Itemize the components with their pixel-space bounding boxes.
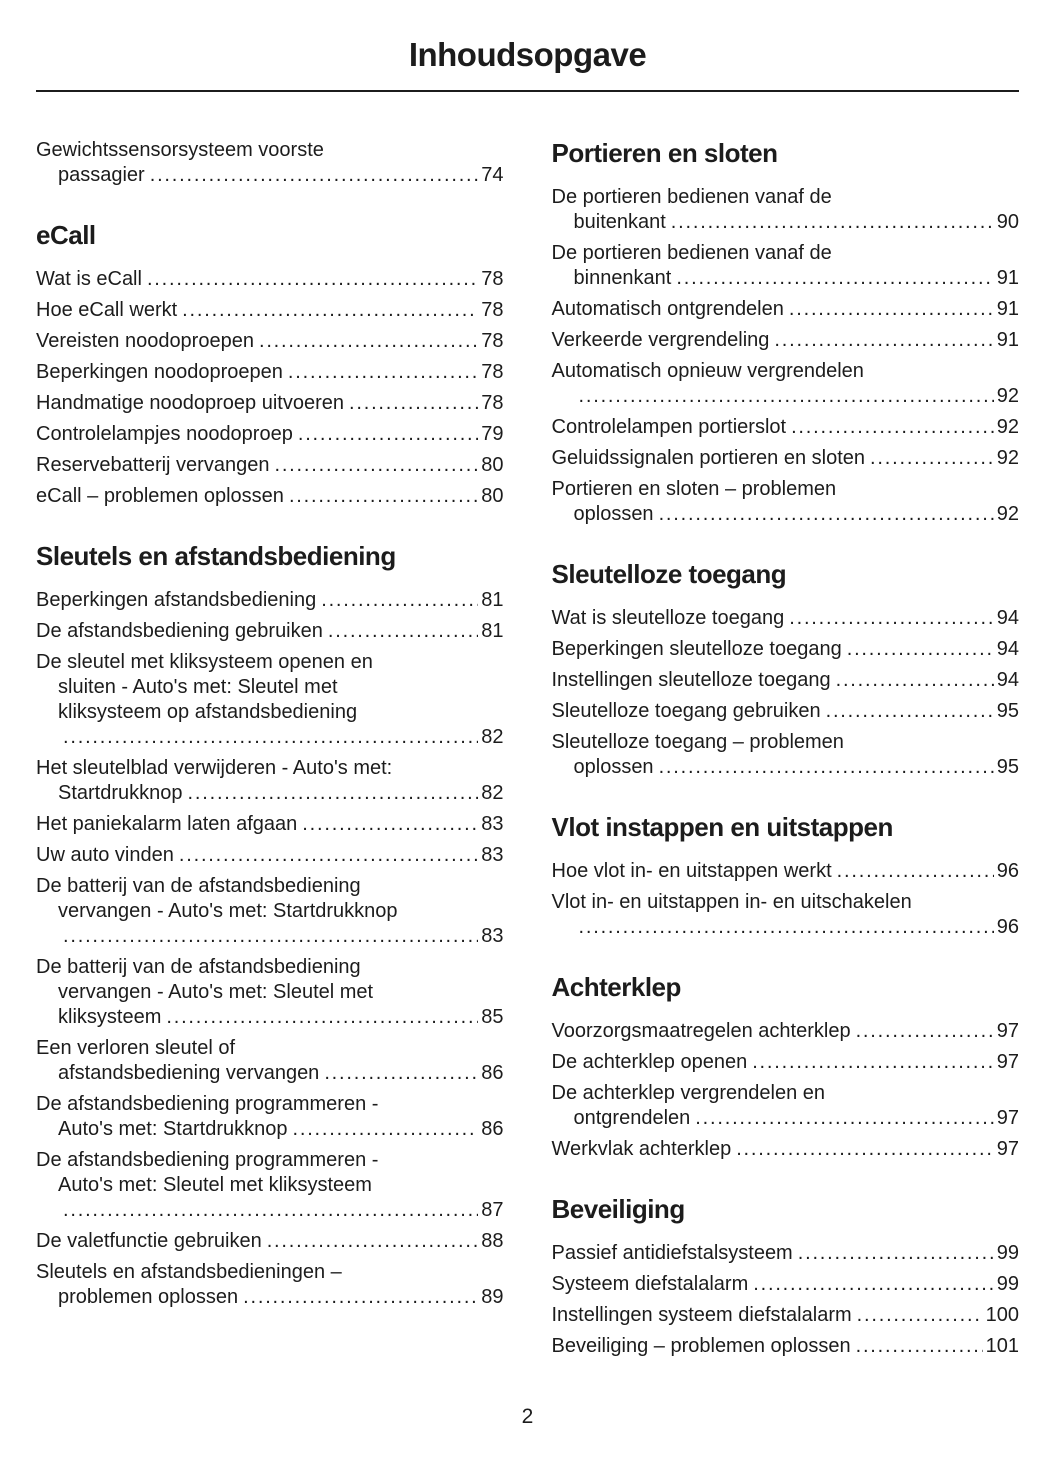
toc-entry — [552, 859, 1020, 884]
dot-leader — [328, 619, 478, 644]
entry-page-number: 91 — [996, 267, 1019, 289]
toc-entry — [36, 391, 504, 416]
dot-leader — [292, 1117, 478, 1142]
entry-last-line — [552, 297, 1020, 322]
dot-leader — [324, 1061, 478, 1086]
entry-label: Automatisch ontgrendelen — [551, 298, 784, 320]
entry-last-line — [36, 484, 504, 509]
entry-label: kliksysteem — [58, 1006, 162, 1028]
entry-last-line — [552, 1106, 1020, 1131]
dot-leader — [166, 1005, 478, 1030]
entry-last-line — [36, 812, 504, 837]
toc-columns — [36, 138, 1019, 1365]
entry-last-line — [36, 1285, 504, 1310]
dot-leader — [676, 266, 993, 291]
entry-line: Vlot in- en uitstappen in- en uitschakelen — [551, 891, 912, 913]
entry-page-number: 83 — [481, 813, 504, 835]
page-title: Inhoudsopgave — [408, 36, 647, 73]
toc-entry — [36, 298, 504, 323]
entry-line: Gewichtssensorsysteem voorste — [36, 139, 324, 161]
entry-last-line — [36, 391, 504, 416]
toc-section — [552, 1194, 1020, 1359]
dot-leader — [267, 1229, 479, 1254]
entry-last-line — [36, 1117, 504, 1142]
toc-entry — [552, 359, 1020, 409]
entry-label: problemen oplossen — [58, 1286, 239, 1308]
dot-leader — [659, 502, 994, 527]
entry-last-line — [36, 1061, 504, 1086]
toc-entry — [36, 1260, 504, 1310]
toc-entry — [552, 185, 1020, 235]
dot-leader — [63, 924, 478, 949]
entry-page-number: 96 — [996, 916, 1019, 938]
toc-entry — [36, 812, 504, 837]
entry-last-line — [36, 1198, 504, 1223]
entry-label: De achterklep openen — [551, 1051, 748, 1073]
dot-leader — [659, 755, 994, 780]
toc-entry — [552, 1019, 1020, 1044]
entry-page-number: 92 — [996, 416, 1019, 438]
entry-last-line — [552, 210, 1020, 235]
entry-label: Passief antidiefstalsysteem — [551, 1242, 793, 1264]
dot-leader — [298, 422, 478, 447]
entry-label: afstandsbediening vervangen — [58, 1062, 320, 1084]
dot-leader — [579, 384, 994, 409]
toc-entry — [36, 267, 504, 292]
dot-leader — [856, 1019, 994, 1044]
entry-page-number: 78 — [481, 361, 504, 383]
entry-line: De batterij van de afstandsbediening — [36, 875, 361, 897]
toc-entry — [36, 756, 504, 806]
dot-leader — [63, 725, 478, 750]
dot-leader — [259, 329, 478, 354]
toc-entry — [552, 446, 1020, 471]
section-heading: Beveiliging — [551, 1194, 685, 1224]
dot-leader — [791, 415, 994, 440]
entry-page-number: 74 — [481, 164, 504, 186]
toc-entry — [552, 699, 1020, 724]
entry-page-number: 89 — [481, 1286, 504, 1308]
entry-page-number: 96 — [996, 860, 1019, 882]
entry-last-line — [36, 781, 504, 806]
toc-entry — [552, 1081, 1020, 1131]
toc-entry — [552, 1137, 1020, 1162]
entry-label: binnenkant — [573, 267, 672, 289]
toc-entry — [36, 588, 504, 613]
dot-leader — [243, 1285, 478, 1310]
toc-entry — [36, 329, 504, 354]
entry-label: Reservebatterij vervangen — [36, 454, 270, 476]
dot-leader — [736, 1137, 994, 1162]
page-footer — [36, 1365, 1019, 1429]
entry-label: buitenkant — [573, 211, 666, 233]
toc-entry — [552, 1303, 1020, 1328]
entry-line: sluiten - Auto's met: Sleutel met — [58, 676, 338, 698]
entry-page-number: 78 — [481, 299, 504, 321]
entry-label: Startdrukknop — [58, 782, 183, 804]
entry-page-number: 91 — [996, 298, 1019, 320]
header-divider — [36, 90, 1019, 92]
toc-entry — [36, 874, 504, 949]
entry-last-line — [552, 1334, 1020, 1359]
entry-label: passagier — [58, 164, 145, 186]
toc-entry — [36, 453, 504, 478]
dot-leader — [150, 163, 479, 188]
dot-leader — [288, 360, 478, 385]
dot-leader — [671, 210, 994, 235]
section-heading: Vlot instappen en uitstappen — [551, 812, 893, 842]
entry-last-line — [552, 699, 1020, 724]
dot-leader — [321, 588, 478, 613]
dot-leader — [188, 781, 479, 806]
entry-page-number: 79 — [481, 423, 504, 445]
entry-line: De achterklep vergrendelen en — [551, 1082, 826, 1104]
toc-entry — [36, 619, 504, 644]
toc-section — [36, 541, 504, 1310]
entry-last-line — [36, 453, 504, 478]
toc-column-right — [552, 138, 1020, 1365]
entry-line: De sleutel met kliksysteem openen en — [36, 651, 373, 673]
entry-line: Een verloren sleutel of — [36, 1037, 236, 1059]
entry-last-line — [552, 446, 1020, 471]
entry-page-number: 82 — [481, 726, 504, 748]
entry-page-number: 97 — [996, 1051, 1019, 1073]
entry-label: Beveiliging – problemen oplossen — [551, 1335, 851, 1357]
entry-last-line — [552, 1303, 1020, 1328]
toc-entry — [36, 484, 504, 509]
entry-last-line — [552, 415, 1020, 440]
dot-leader — [847, 637, 994, 662]
section-heading: eCall — [36, 220, 96, 250]
entry-label: Controlelampjes noodoproep — [36, 423, 293, 445]
toc-section — [552, 972, 1020, 1162]
toc-entry — [552, 637, 1020, 662]
entry-label: Hoe eCall werkt — [36, 299, 178, 321]
toc-entry — [36, 843, 504, 868]
entry-last-line — [552, 859, 1020, 884]
toc-entry — [552, 328, 1020, 353]
toc-entry — [552, 890, 1020, 940]
entry-last-line — [36, 843, 504, 868]
entry-label: Wat is eCall — [36, 268, 142, 290]
entry-line: De afstandsbediening programmeren - — [36, 1149, 379, 1171]
entry-page-number: 92 — [996, 385, 1019, 407]
entry-line: Sleutels en afstandsbedieningen – — [36, 1261, 342, 1283]
entry-page-number: 90 — [996, 211, 1019, 233]
dot-leader — [147, 267, 478, 292]
page-number: 2 — [521, 1405, 534, 1428]
entry-last-line — [36, 1005, 504, 1030]
dot-leader — [179, 843, 478, 868]
entry-page-number: 85 — [481, 1006, 504, 1028]
entry-last-line — [552, 915, 1020, 940]
toc-entry — [552, 241, 1020, 291]
entry-page-number: 82 — [481, 782, 504, 804]
entry-last-line — [552, 637, 1020, 662]
toc-entry — [36, 1036, 504, 1086]
entry-label: Hoe vlot in- en uitstappen werkt — [551, 860, 832, 882]
dot-leader — [836, 668, 994, 693]
entry-label: Uw auto vinden — [36, 844, 174, 866]
entry-page-number: 92 — [996, 503, 1019, 525]
dot-leader — [349, 391, 478, 416]
entry-page-number: 99 — [996, 1242, 1019, 1264]
entry-last-line — [36, 422, 504, 447]
entry-page-number: 81 — [481, 620, 504, 642]
entry-line: De portieren bedienen vanaf de — [551, 186, 832, 208]
entry-page-number: 97 — [996, 1107, 1019, 1129]
entry-page-number: 97 — [996, 1020, 1019, 1042]
dot-leader — [798, 1241, 994, 1266]
dot-leader — [274, 453, 478, 478]
entry-line: vervangen - Auto's met: Sleutel met — [58, 981, 374, 1003]
entry-last-line — [36, 163, 504, 188]
entry-last-line — [552, 1137, 1020, 1162]
entry-last-line — [36, 619, 504, 644]
entry-page-number: 81 — [481, 589, 504, 611]
entry-line: De batterij van de afstandsbediening — [36, 956, 361, 978]
entry-line: De afstandsbediening programmeren - — [36, 1093, 379, 1115]
entry-last-line — [552, 755, 1020, 780]
toc-entry — [552, 1272, 1020, 1297]
toc-section — [36, 138, 504, 188]
entry-line: Automatisch opnieuw vergrendelen — [551, 360, 864, 382]
entry-page-number: 94 — [996, 607, 1019, 629]
toc-entry — [552, 297, 1020, 322]
entry-page-number: 99 — [996, 1273, 1019, 1295]
entry-last-line — [552, 1019, 1020, 1044]
toc-section — [552, 559, 1020, 780]
entry-label: oplossen — [573, 503, 654, 525]
dot-leader — [753, 1272, 994, 1297]
toc-entry — [552, 415, 1020, 440]
dot-leader — [857, 1303, 983, 1328]
entry-label: Verkeerde vergrendeling — [551, 329, 770, 351]
entry-page-number: 101 — [985, 1335, 1019, 1357]
entry-label: Vereisten noodoproepen — [36, 330, 254, 352]
toc-entry — [36, 955, 504, 1030]
section-heading: Portieren en sloten — [551, 138, 778, 168]
entry-label: Controlelampen portierslot — [551, 416, 787, 438]
entry-last-line — [36, 298, 504, 323]
toc-column-left — [36, 138, 504, 1365]
dot-leader — [826, 699, 994, 724]
entry-page-number: 95 — [996, 756, 1019, 778]
section-heading: Sleutelloze toegang — [551, 559, 787, 589]
entry-label: Instellingen sleutelloze toegang — [551, 669, 831, 691]
entry-last-line — [552, 1241, 1020, 1266]
entry-page-number: 80 — [481, 485, 504, 507]
entry-page-number: 78 — [481, 392, 504, 414]
dot-leader — [752, 1050, 994, 1075]
toc-entry — [552, 1241, 1020, 1266]
toc-entry — [36, 1229, 504, 1254]
entry-page-number: 92 — [996, 447, 1019, 469]
entry-last-line — [552, 266, 1020, 291]
dot-leader — [837, 859, 994, 884]
entry-page-number: 78 — [481, 330, 504, 352]
entry-last-line — [552, 606, 1020, 631]
dot-leader — [870, 446, 994, 471]
toc-entry — [36, 360, 504, 385]
section-heading: Achterklep — [551, 972, 681, 1002]
entry-last-line — [36, 725, 504, 750]
entry-line: vervangen - Auto's met: Startdrukknop — [58, 900, 398, 922]
section-heading: Sleutels en afstandsbediening — [36, 541, 396, 571]
entry-last-line — [36, 924, 504, 949]
toc-section — [552, 138, 1020, 527]
entry-label: De afstandsbediening gebruiken — [36, 620, 323, 642]
entry-label: Auto's met: Startdrukknop — [58, 1118, 288, 1140]
entry-page-number: 86 — [481, 1118, 504, 1140]
page-header — [36, 30, 1019, 92]
dot-leader — [289, 484, 478, 509]
entry-label: Voorzorgsmaatregelen achterklep — [551, 1020, 851, 1042]
toc-section — [36, 220, 504, 509]
entry-label: eCall – problemen oplossen — [36, 485, 284, 507]
toc-entry — [552, 1334, 1020, 1359]
dot-leader — [302, 812, 478, 837]
entry-last-line — [36, 267, 504, 292]
entry-label: oplossen — [573, 756, 654, 778]
entry-label: Wat is sleutelloze toegang — [551, 607, 785, 629]
entry-last-line — [552, 1272, 1020, 1297]
entry-page-number: 86 — [481, 1062, 504, 1084]
entry-page-number: 94 — [996, 638, 1019, 660]
entry-label: Sleutelloze toegang gebruiken — [551, 700, 821, 722]
entry-label: Beperkingen sleutelloze toegang — [551, 638, 842, 660]
toc-entry — [552, 668, 1020, 693]
dot-leader — [182, 298, 478, 323]
dot-leader — [695, 1106, 993, 1131]
toc-entry — [36, 1148, 504, 1223]
dot-leader — [63, 1198, 478, 1223]
entry-last-line — [552, 328, 1020, 353]
toc-entry — [552, 1050, 1020, 1075]
entry-label: Geluidssignalen portieren en sloten — [551, 447, 866, 469]
toc-entry — [552, 477, 1020, 527]
entry-line: Portieren en sloten – problemen — [551, 478, 837, 500]
entry-line: De portieren bedienen vanaf de — [551, 242, 832, 264]
dot-leader — [774, 328, 993, 353]
entry-last-line — [552, 502, 1020, 527]
dot-leader — [856, 1334, 983, 1359]
entry-label: Beperkingen noodoproepen — [36, 361, 283, 383]
entry-last-line — [552, 1050, 1020, 1075]
entry-page-number: 80 — [481, 454, 504, 476]
toc-entry — [36, 650, 504, 750]
entry-page-number: 83 — [481, 925, 504, 947]
entry-page-number: 97 — [996, 1138, 1019, 1160]
toc-entry — [36, 422, 504, 447]
entry-line: kliksysteem op afstandsbediening — [58, 701, 358, 723]
entry-line: Het sleutelblad verwijderen - Auto's met: — [36, 757, 393, 779]
entry-page-number: 83 — [481, 844, 504, 866]
toc-section — [552, 812, 1020, 940]
entry-label: Systeem diefstalalarm — [551, 1273, 749, 1295]
toc-entry — [36, 138, 504, 188]
entry-page-number: 78 — [481, 268, 504, 290]
entry-label: Het paniekalarm laten afgaan — [36, 813, 298, 835]
toc-entry — [552, 606, 1020, 631]
entry-page-number: 91 — [996, 329, 1019, 351]
toc-entry — [552, 730, 1020, 780]
entry-label: ontgrendelen — [573, 1107, 691, 1129]
entry-last-line — [36, 360, 504, 385]
entry-page-number: 87 — [481, 1199, 504, 1221]
entry-page-number: 95 — [996, 700, 1019, 722]
entry-page-number: 88 — [481, 1230, 504, 1252]
entry-last-line — [36, 329, 504, 354]
entry-label: Instellingen systeem diefstalalarm — [551, 1304, 852, 1326]
entry-last-line — [36, 588, 504, 613]
dot-leader — [789, 606, 994, 631]
toc-entry — [36, 1092, 504, 1142]
dot-leader — [579, 915, 994, 940]
entry-last-line — [36, 1229, 504, 1254]
dot-leader — [789, 297, 994, 322]
entry-label: Werkvlak achterklep — [551, 1138, 732, 1160]
entry-line: Sleutelloze toegang – problemen — [551, 731, 844, 753]
entry-line: Auto's met: Sleutel met kliksysteem — [58, 1174, 372, 1196]
entry-page-number: 94 — [996, 669, 1019, 691]
entry-last-line — [552, 668, 1020, 693]
entry-label: Handmatige noodoproep uitvoeren — [36, 392, 344, 414]
entry-label: De valetfunctie gebruiken — [36, 1230, 262, 1252]
entry-last-line — [552, 384, 1020, 409]
entry-label: Beperkingen afstandsbediening — [36, 589, 317, 611]
entry-page-number: 100 — [985, 1304, 1019, 1326]
